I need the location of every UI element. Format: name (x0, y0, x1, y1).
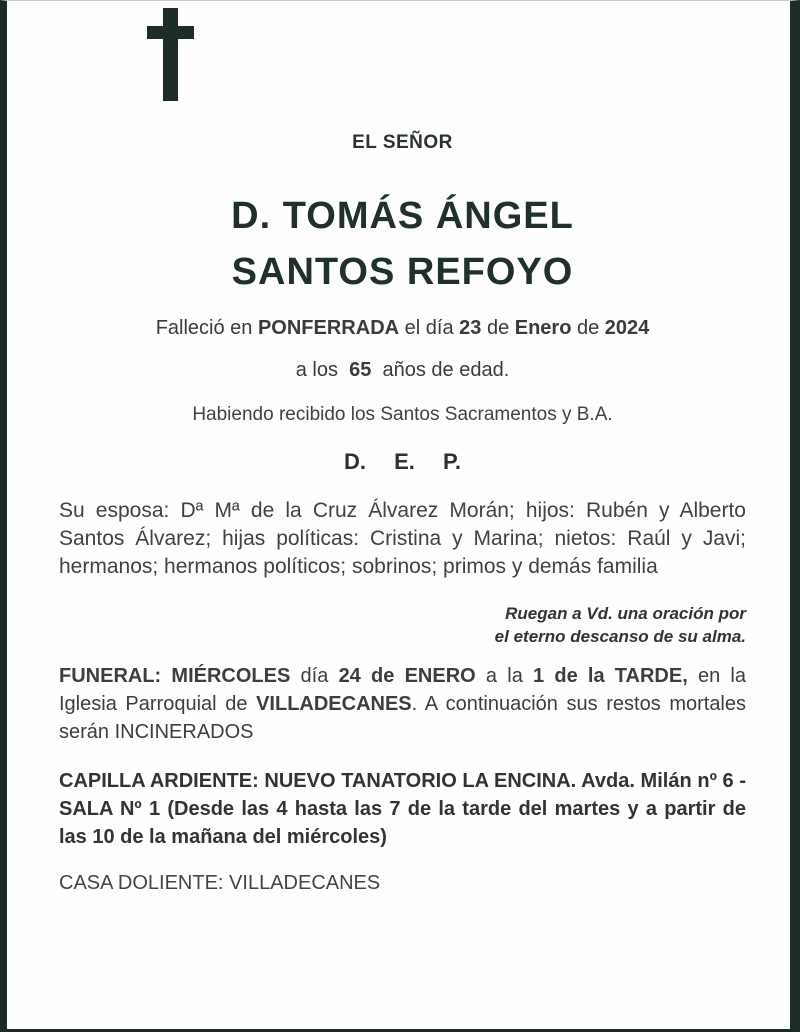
cross-horizontal-bar (147, 26, 194, 39)
deceased-name (59, 188, 746, 300)
dep-abbreviation: D. E. P. (344, 449, 461, 474)
cross-icon (147, 8, 194, 101)
wake-chapel-paragraph: CAPILLA ARDIENTE: NUEVO TANATORIO LA ENCINA. Avda. Milán nº 6 - SALA Nº 1 (Desde las 4 hasta las 7 de la tarde del martes y a partir de las 10 de la mañana del miércoles) (59, 770, 746, 848)
cross-vertical-bar (163, 8, 178, 101)
funeral-paragraph: FUNERAL: MIÉRCOLES día 24 de ENERO a la 1 de la TARDE, en la Iglesia Parroquial de VILLADECANES. A continuación sus restos mortales serán INCINERADOS (59, 665, 747, 743)
deceased-name-line1: D. TOMÁS ÁNGEL (231, 195, 574, 237)
age-line: a los 65 años de edad. (295, 359, 510, 381)
prayer-line2: el eterno descanso de su alma. (494, 627, 746, 646)
deceased-name-line2: SANTOS REFOYO (231, 251, 574, 293)
mourning-house-line: CASA DOLIENTE: VILLADECANES (59, 872, 381, 894)
sacraments-line: Habiendo recibido los Santos Sacramentos y B.A. (192, 404, 613, 425)
prayer-line1: Ruegan a Vd. una oración por (505, 604, 746, 623)
family-paragraph: Su esposa: Dª Mª de la Cruz Álvarez Morán; hijos: Rubén y Alberto Santos Álvarez; hijas políticas: Cristina y Marina; nietos: Raúl y Javi; hermanos; hermanos políticos; sobrinos; primos y demás familia (59, 499, 746, 578)
prayer-paragraph (59, 602, 746, 648)
obituary-content (7, 132, 790, 895)
salutation-label: EL SEÑOR (352, 132, 453, 153)
death-place-date-line: Falleció en PONFERRADA el día 23 de Enero de 2024 (155, 317, 650, 339)
